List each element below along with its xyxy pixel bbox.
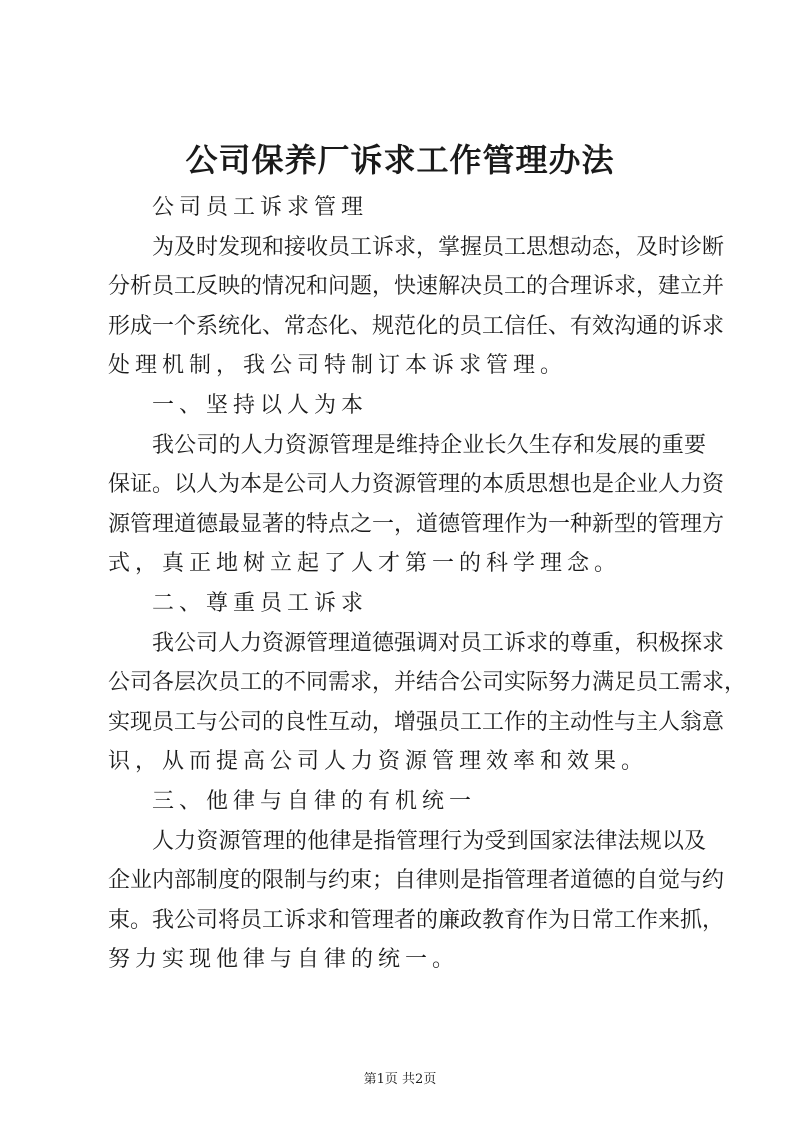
text-line: 企业内部制度的限制与约束；自律则是指管理者道德的自觉与约 xyxy=(108,868,725,894)
text-line: 一、坚持以人为本 xyxy=(152,392,369,418)
text-line: 我公司人力资源管理道德强调对员工诉求的尊重，积极探求 xyxy=(152,630,725,656)
text-line: 我公司的人力资源管理是维持企业长久生存和发展的重要 xyxy=(152,432,706,458)
text-line: 形成一个系统化、常态化、规范化的员工信任、有效沟通的诉求 xyxy=(108,313,725,339)
document-title: 公司保养厂诉求工作管理办法 xyxy=(185,141,615,179)
paragraph xyxy=(108,624,747,782)
section-heading xyxy=(108,782,706,822)
text-line: 束。我公司将员工诉求和管理者的廉政教育作为日常工作来抓， xyxy=(108,907,725,933)
page-footer: 第1页 共2页 xyxy=(363,1072,437,1087)
paragraph xyxy=(108,822,725,980)
section-heading xyxy=(108,386,706,426)
text-line: 为及时发现和接收员工诉求，掌握员工思想动态，及时诊断 xyxy=(152,234,725,260)
text-line: 实现员工与公司的良性互动，增强员工工作的主动性与主人翁意 xyxy=(108,709,725,735)
paragraph xyxy=(108,426,725,584)
text-line: 公司各层次员工的不同需求，并结合公司实际努力满足员工需求， xyxy=(108,670,747,696)
document-body xyxy=(108,188,747,980)
section-heading xyxy=(108,584,706,624)
text-line: 人力资源管理的他律是指管理行为受到国家法律法规以及 xyxy=(152,828,706,854)
text-line: 保证。以人为本是公司人力资源管理的本质思想也是企业人力资 xyxy=(108,472,725,498)
paragraph xyxy=(108,228,725,386)
text-line: 源管理道德最显著的特点之一，道德管理作为一种新型的管理方 xyxy=(108,511,725,537)
text-line: 识，从而提高公司人力资源管理效率和效果。 xyxy=(108,749,649,775)
text-line: 分析员工反映的情况和问题，快速解决员工的合理诉求，建立并 xyxy=(108,274,725,300)
section-heading xyxy=(108,188,706,228)
text-line: 三、他律与自律的有机统一 xyxy=(152,788,477,814)
text-line: 努力实现他律与自律的统一。 xyxy=(108,947,460,973)
text-line: 公司员工诉求管理 xyxy=(152,195,369,220)
text-line: 二、尊重员工诉求 xyxy=(152,590,369,616)
text-line: 式，真正地树立起了人才第一的科学理念。 xyxy=(108,551,622,577)
text-line: 处理机制，我公司特制订本诉求管理。 xyxy=(108,353,568,379)
